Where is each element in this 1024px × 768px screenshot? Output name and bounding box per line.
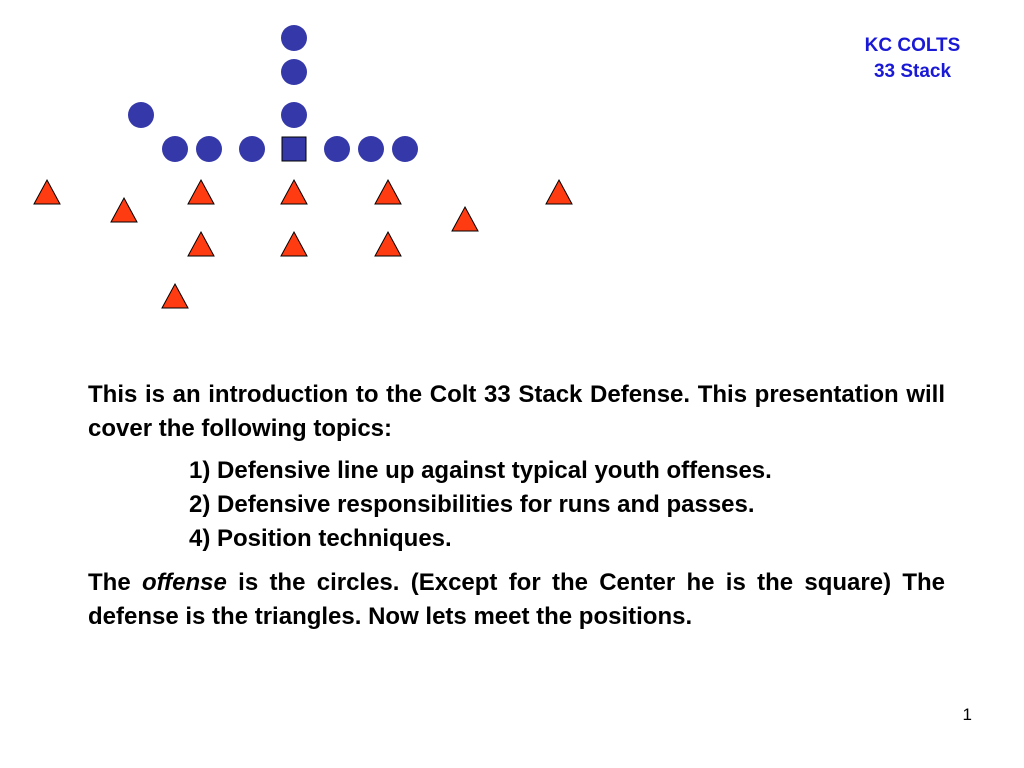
intro-paragraph: This is an introduction to the Colt 33 Stack Defense. This presentation will cover the following topics: — [88, 381, 945, 442]
title-line-defense: 33 Stack — [873, 61, 952, 82]
offense-player-circle — [324, 136, 350, 162]
defense-player-triangle — [546, 180, 572, 204]
offense-player-circle — [281, 25, 307, 51]
offense-player-circle — [196, 136, 222, 162]
offense-player-circle — [392, 136, 418, 162]
defense-player-triangle — [34, 180, 60, 204]
offense-player-circle — [128, 102, 154, 128]
topic-item: 4) Position techniques. — [189, 525, 452, 552]
defense-player-triangle — [188, 180, 214, 204]
defense-player-triangle — [281, 180, 307, 204]
topic-item: 1) Defensive line up against typical youth offenses. — [189, 457, 772, 484]
defense-player-triangle — [375, 180, 401, 204]
center-player-square — [282, 137, 306, 161]
defense-player-triangle — [375, 232, 401, 256]
slide-body — [88, 378, 945, 634]
defense-player-triangle — [188, 232, 214, 256]
topic-item: 2) Defensive responsibilities for runs and passes. — [189, 491, 755, 518]
formation-diagram — [0, 0, 620, 320]
closing-lead: The — [88, 569, 131, 596]
page-number: 1 — [962, 705, 972, 724]
closing-paragraph — [88, 566, 945, 634]
defense-player-triangle — [452, 207, 478, 231]
offense-emphasis: offense — [141, 569, 227, 596]
defense-player-triangle — [162, 284, 188, 308]
defense-players — [34, 180, 572, 308]
title-line-team: KC COLTS — [864, 35, 961, 56]
offense-player-circle — [162, 136, 188, 162]
topic-list — [88, 454, 945, 556]
offense-player-circle — [281, 102, 307, 128]
defense-player-triangle — [281, 232, 307, 256]
defense-player-triangle — [111, 198, 137, 222]
closing-rest: is the circles. (Except for the Center he is the square) The defense is the triangles. Now lets meet the positions. — [88, 569, 945, 630]
offense-player-circle — [239, 136, 265, 162]
offense-player-circle — [358, 136, 384, 162]
offense-players — [128, 25, 418, 162]
slide-title — [835, 33, 990, 85]
offense-player-circle — [281, 59, 307, 85]
